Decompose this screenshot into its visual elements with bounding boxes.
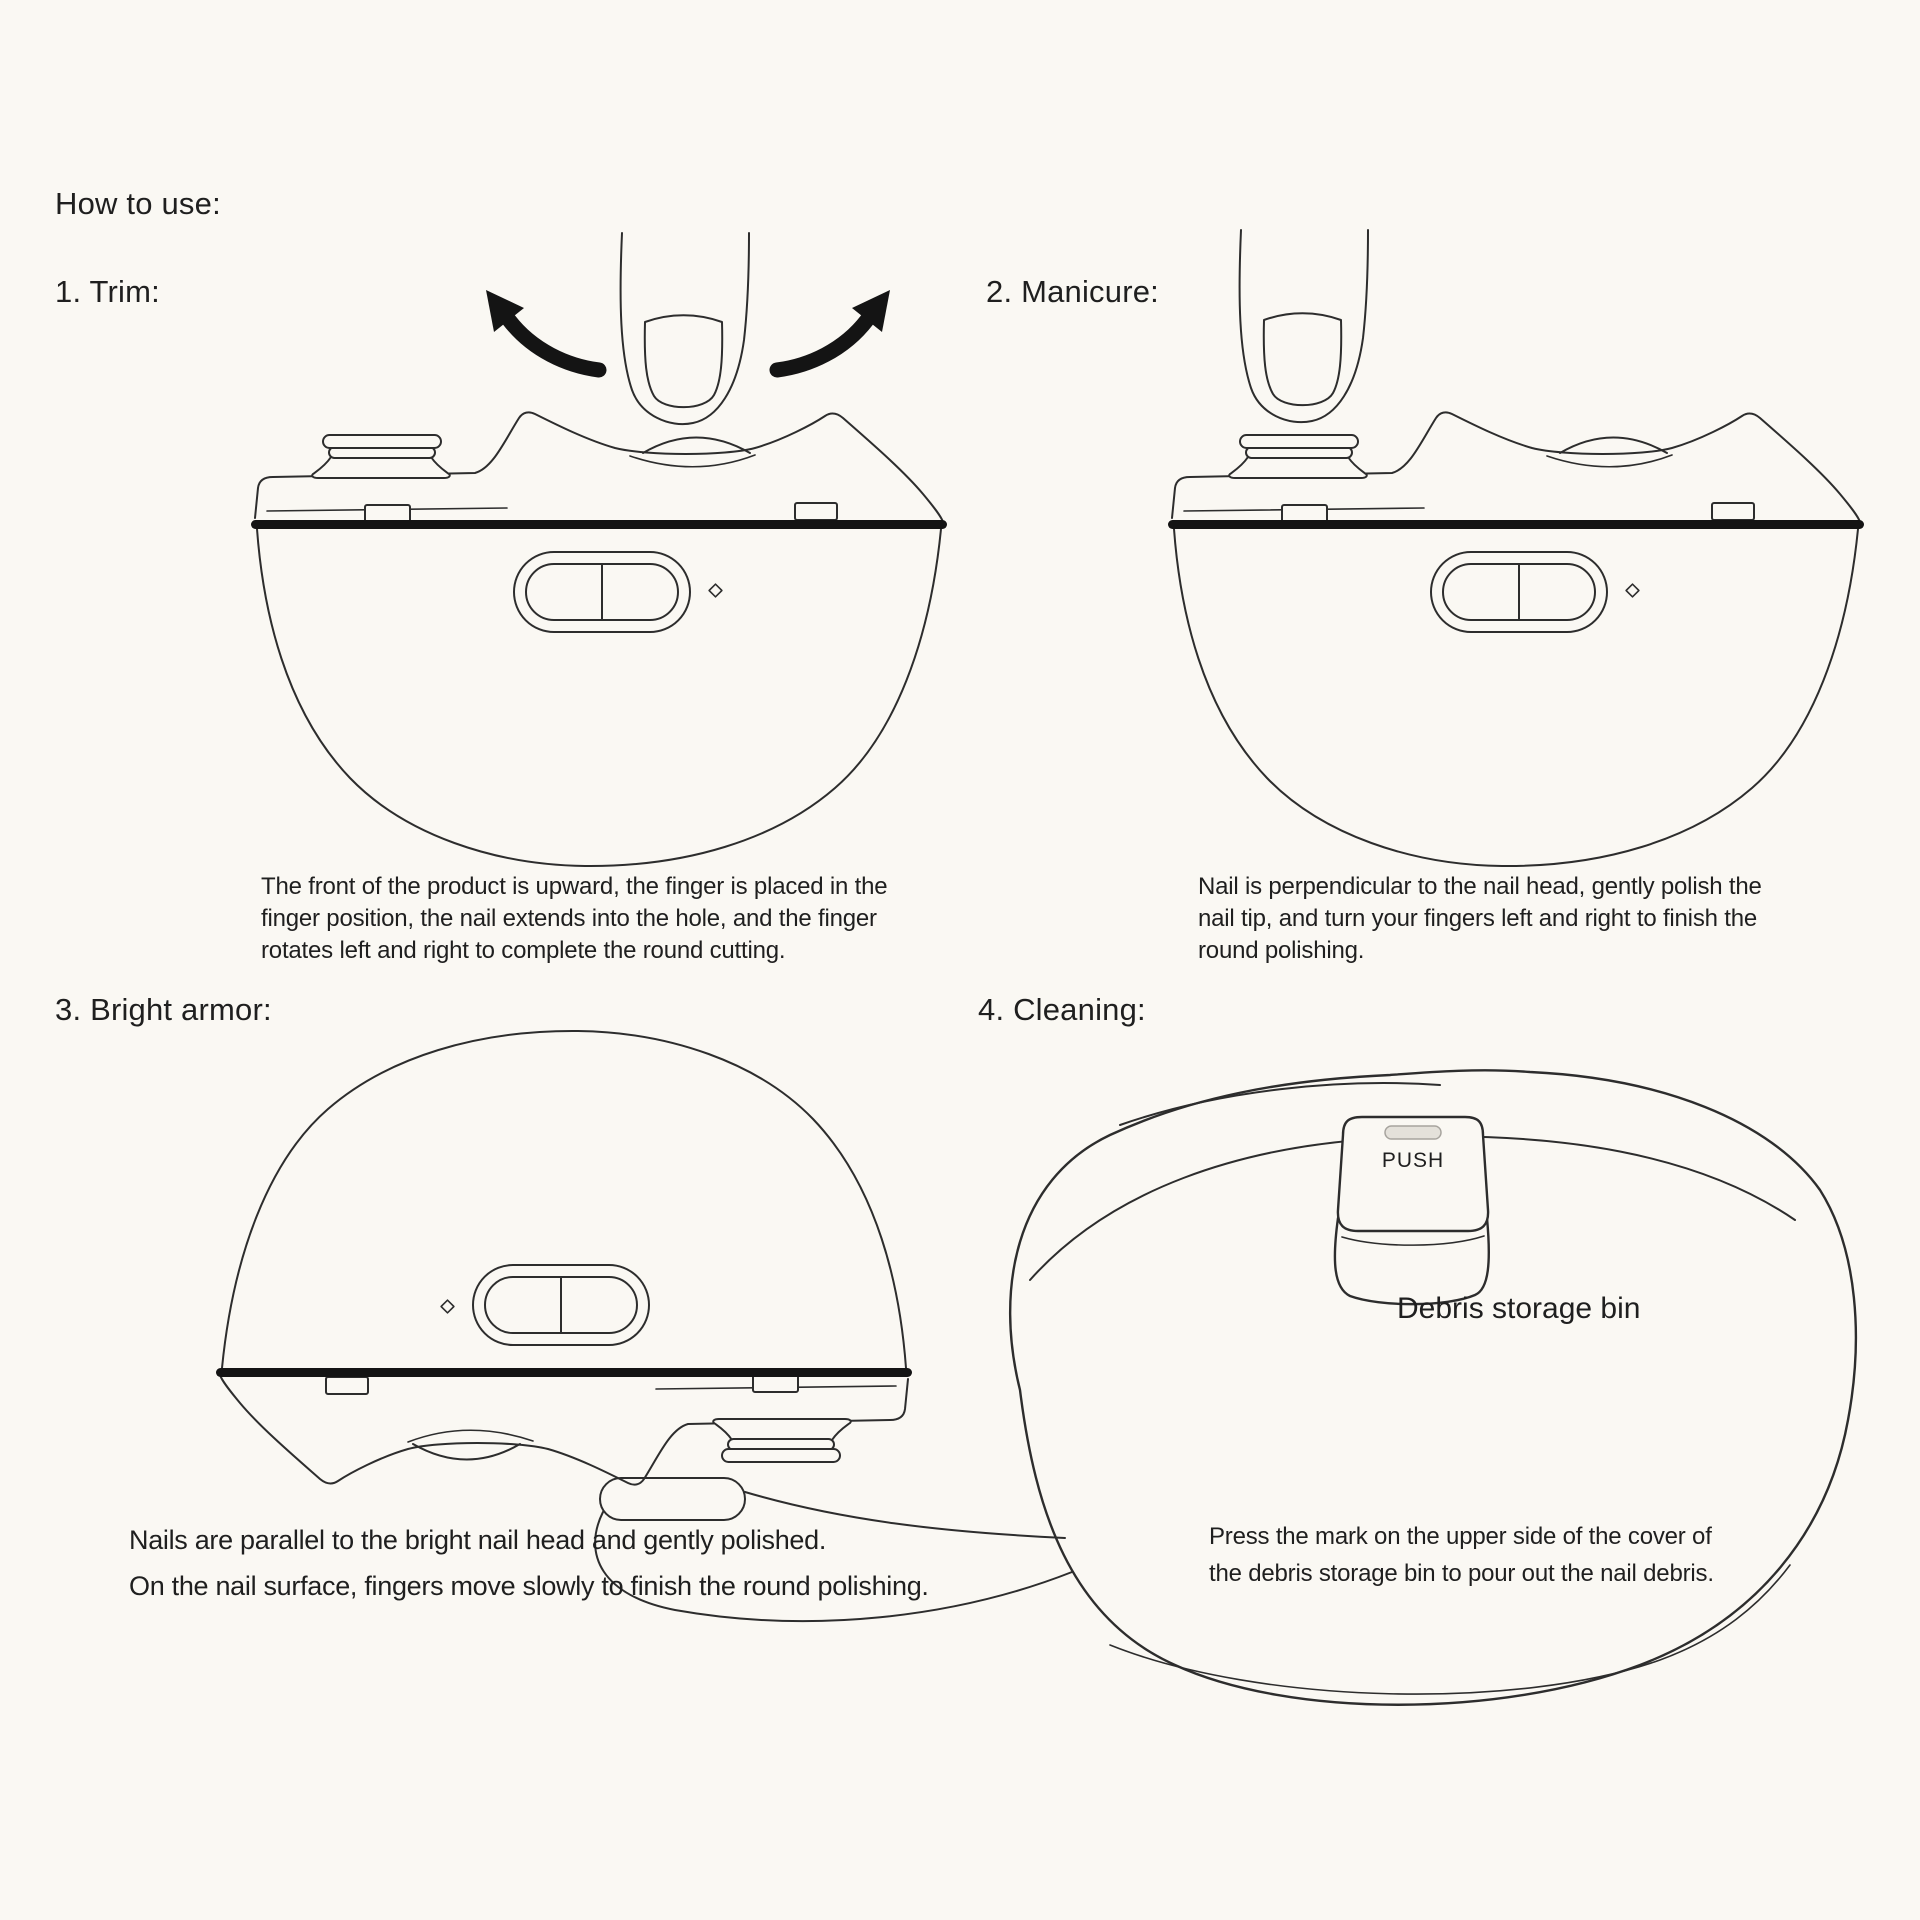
- caption-line: On the nail surface, fingers move slowly to finish the round polishing.: [129, 1571, 929, 1601]
- caption-line: the debris storage bin to pour out the nail debris.: [1209, 1560, 1714, 1587]
- trim-caption: [261, 871, 887, 967]
- cleaning-illustration: [960, 1050, 1880, 1730]
- step-4-label: 4. Cleaning:: [978, 992, 1146, 1027]
- bright-armor-caption: [129, 1517, 929, 1609]
- rotate-right-arrow-icon: [777, 320, 867, 370]
- caption-line: rotates left and right to complete the round cutting.: [261, 937, 786, 964]
- debris-storage-bin-label: Debris storage bin: [1397, 1292, 1641, 1325]
- page-title: How to use:: [55, 186, 221, 221]
- finger-icon: [621, 233, 749, 424]
- trim-illustration: [235, 180, 995, 880]
- caption-line: round polishing.: [1198, 937, 1365, 964]
- manicure-caption: [1198, 871, 1762, 967]
- push-cover-slot-icon: [1385, 1126, 1441, 1139]
- caption-line: Nails are parallel to the bright nail head and gently polished.: [129, 1525, 827, 1555]
- rotate-left-arrow-icon: [509, 320, 599, 370]
- step-3-label: 3. Bright armor:: [55, 992, 272, 1027]
- step-2-label: 2. Manicure:: [986, 274, 1159, 309]
- caption-line: Nail is perpendicular to the nail head, gently polish the: [1198, 873, 1762, 900]
- step-1-label: 1. Trim:: [55, 274, 160, 309]
- push-label: PUSH: [1381, 1149, 1445, 1172]
- caption-line: Press the mark on the upper side of the cover of: [1209, 1523, 1712, 1550]
- finger-icon: [1240, 230, 1368, 422]
- manicure-illustration: [1152, 180, 1912, 880]
- fingernail-icon: [600, 1478, 745, 1520]
- caption-line: nail tip, and turn your fingers left and right to finish the: [1198, 905, 1757, 932]
- caption-line: The front of the product is upward, the finger is placed in the: [261, 873, 888, 900]
- cleaning-caption: [1209, 1518, 1714, 1592]
- caption-line: finger position, the nail extends into the hole, and the finger: [261, 905, 877, 932]
